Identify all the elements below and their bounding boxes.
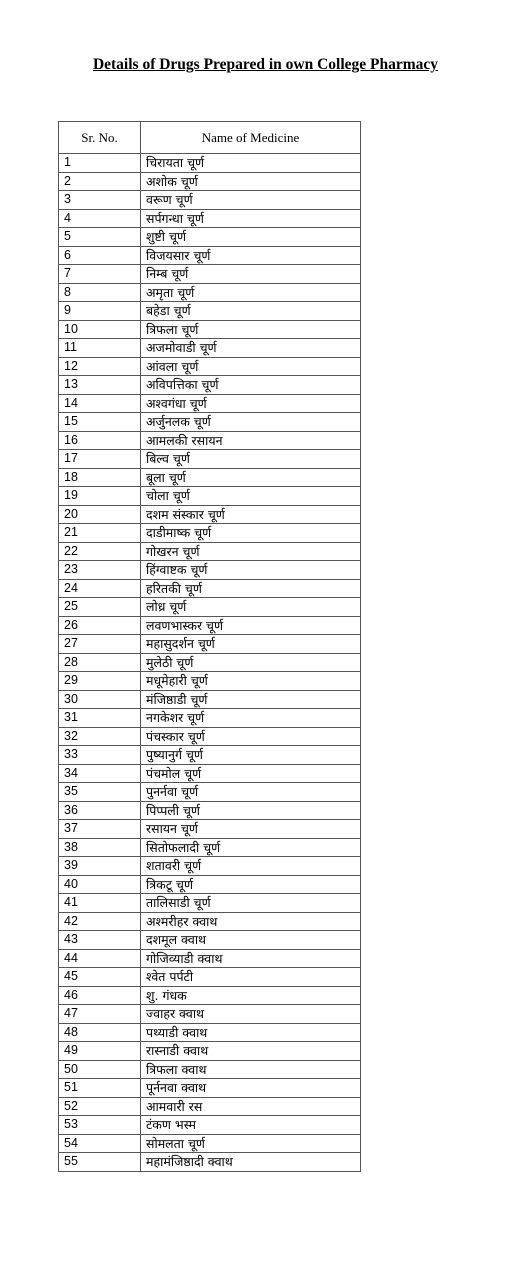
table-row xyxy=(59,857,361,876)
table-row xyxy=(59,672,361,691)
sr-no-cell: 44 xyxy=(59,949,141,968)
table-row xyxy=(59,450,361,469)
medicine-name-cell: पंचस्कार चूर्ण xyxy=(141,727,361,746)
medicine-name-header: Name of Medicine xyxy=(141,122,361,154)
medicine-name-cell: बूला चूर्ण xyxy=(141,468,361,487)
sr-no-cell: 12 xyxy=(59,357,141,376)
medicine-name-cell: अजमोवाडी चूर्ण xyxy=(141,339,361,358)
table-row xyxy=(59,431,361,450)
sr-no-cell: 20 xyxy=(59,505,141,524)
sr-no-cell: 32 xyxy=(59,727,141,746)
medicine-name-cell: लोध्र चूर्ण xyxy=(141,598,361,617)
medicine-name-cell: पूर्ननवा क्वाथ xyxy=(141,1079,361,1098)
table-row xyxy=(59,875,361,894)
sr-no-cell: 30 xyxy=(59,690,141,709)
table-row xyxy=(59,709,361,728)
sr-no-cell: 54 xyxy=(59,1134,141,1153)
table-row xyxy=(59,172,361,191)
sr-no-header: Sr. No. xyxy=(59,122,141,154)
sr-no-cell: 9 xyxy=(59,302,141,321)
sr-no-cell: 15 xyxy=(59,413,141,432)
table-row xyxy=(59,1097,361,1116)
medicine-name-cell: निम्ब चूर्ण xyxy=(141,265,361,284)
table-row xyxy=(59,542,361,561)
medicine-name-cell: सर्पगन्धा चूर्ण xyxy=(141,209,361,228)
sr-no-cell: 40 xyxy=(59,875,141,894)
sr-no-cell: 5 xyxy=(59,228,141,247)
table-row xyxy=(59,1116,361,1135)
medicine-name-cell: अश्मरीहर क्वाथ xyxy=(141,912,361,931)
medicine-name-cell: बहेडा चूर्ण xyxy=(141,302,361,321)
sr-no-cell: 39 xyxy=(59,857,141,876)
sr-no-cell: 13 xyxy=(59,376,141,395)
sr-no-cell: 38 xyxy=(59,838,141,857)
sr-no-cell: 29 xyxy=(59,672,141,691)
medicine-name-cell: सितोफलादी चूर्ण xyxy=(141,838,361,857)
sr-no-cell: 21 xyxy=(59,524,141,543)
table-row xyxy=(59,376,361,395)
table-row xyxy=(59,265,361,284)
sr-no-cell: 18 xyxy=(59,468,141,487)
document-title: Details of Drugs Prepared in own College Pharmacy xyxy=(92,56,439,73)
table-row xyxy=(59,154,361,173)
table-row xyxy=(59,524,361,543)
table-row xyxy=(59,653,361,672)
medicine-name-cell: तालिसाडी चूर्ण xyxy=(141,894,361,913)
table-row xyxy=(59,561,361,580)
sr-no-cell: 8 xyxy=(59,283,141,302)
medicine-name-cell: अमृता चूर्ण xyxy=(141,283,361,302)
table-row xyxy=(59,894,361,913)
sr-no-cell: 52 xyxy=(59,1097,141,1116)
table-row xyxy=(59,468,361,487)
table-row xyxy=(59,912,361,931)
medicine-name-cell: हिंग्वाष्टक चूर्ण xyxy=(141,561,361,580)
table-row xyxy=(59,690,361,709)
sr-no-cell: 41 xyxy=(59,894,141,913)
table-row xyxy=(59,764,361,783)
sr-no-cell: 28 xyxy=(59,653,141,672)
table-row xyxy=(59,579,361,598)
table-body xyxy=(59,154,361,1172)
table-row xyxy=(59,413,361,432)
table-row xyxy=(59,931,361,950)
table-row xyxy=(59,191,361,210)
table-header-row xyxy=(59,122,361,154)
medicine-name-cell: गोजिव्याडी क्वाथ xyxy=(141,949,361,968)
table-row xyxy=(59,505,361,524)
medicine-name-cell: दाडीमाष्क चूर्ण xyxy=(141,524,361,543)
table-row xyxy=(59,746,361,765)
table-row xyxy=(59,635,361,654)
medicine-name-cell: त्रिफला क्वाथ xyxy=(141,1060,361,1079)
medicine-name-cell: चिरायता चूर्ण xyxy=(141,154,361,173)
medicine-name-cell: लवणभास्कर चूर्ण xyxy=(141,616,361,635)
medicine-name-cell: श्वेत पर्पटी xyxy=(141,968,361,987)
medicine-name-cell: विजयसार चूर्ण xyxy=(141,246,361,265)
medicine-name-cell: पिप्पली चूर्ण xyxy=(141,801,361,820)
sr-no-cell: 42 xyxy=(59,912,141,931)
sr-no-cell: 47 xyxy=(59,1005,141,1024)
sr-no-cell: 25 xyxy=(59,598,141,617)
sr-no-cell: 26 xyxy=(59,616,141,635)
table-row xyxy=(59,1134,361,1153)
sr-no-cell: 3 xyxy=(59,191,141,210)
table-row xyxy=(59,339,361,358)
medicine-name-cell: हरितकी चूर्ण xyxy=(141,579,361,598)
sr-no-cell: 35 xyxy=(59,783,141,802)
medicine-name-cell: नगकेशर चूर्ण xyxy=(141,709,361,728)
table-row xyxy=(59,209,361,228)
medicine-name-cell: बिल्व चूर्ण xyxy=(141,450,361,469)
sr-no-cell: 36 xyxy=(59,801,141,820)
table-row xyxy=(59,1023,361,1042)
medicine-name-cell: त्रिकटू चूर्ण xyxy=(141,875,361,894)
table-row xyxy=(59,357,361,376)
table-row xyxy=(59,283,361,302)
sr-no-cell: 53 xyxy=(59,1116,141,1135)
sr-no-cell: 43 xyxy=(59,931,141,950)
medicine-name-cell: मुलेठी चूर्ण xyxy=(141,653,361,672)
medicine-name-cell: पुष्यानुर्ग चूर्ण xyxy=(141,746,361,765)
medicine-name-cell: अर्जुनलक चूर्ण xyxy=(141,413,361,432)
sr-no-cell: 46 xyxy=(59,986,141,1005)
sr-no-cell: 24 xyxy=(59,579,141,598)
table-row xyxy=(59,838,361,857)
medicine-name-cell: पुनर्नवा चूर्ण xyxy=(141,783,361,802)
sr-no-cell: 48 xyxy=(59,1023,141,1042)
medicine-name-cell: ज्वाहर क्वाथ xyxy=(141,1005,361,1024)
table-row xyxy=(59,302,361,321)
table-row xyxy=(59,320,361,339)
sr-no-cell: 14 xyxy=(59,394,141,413)
table-row xyxy=(59,949,361,968)
medicine-name-cell: टंकण भस्म xyxy=(141,1116,361,1135)
table-row xyxy=(59,1079,361,1098)
table-row xyxy=(59,968,361,987)
medicine-name-cell: दशम संस्कार चूर्ण xyxy=(141,505,361,524)
table-row xyxy=(59,228,361,247)
sr-no-cell: 22 xyxy=(59,542,141,561)
medicine-name-cell: अश्वगंधा चूर्ण xyxy=(141,394,361,413)
medicine-name-cell: आंवला चूर्ण xyxy=(141,357,361,376)
sr-no-cell: 45 xyxy=(59,968,141,987)
sr-no-cell: 10 xyxy=(59,320,141,339)
table-row xyxy=(59,986,361,1005)
sr-no-cell: 6 xyxy=(59,246,141,265)
table-row xyxy=(59,727,361,746)
sr-no-cell: 51 xyxy=(59,1079,141,1098)
sr-no-cell: 7 xyxy=(59,265,141,284)
medicine-name-cell: आमलकी रसायन xyxy=(141,431,361,450)
medicine-name-cell: अशोक चूर्ण xyxy=(141,172,361,191)
medicine-name-cell: शुष्टी चूर्ण xyxy=(141,228,361,247)
medicine-name-cell: चोला चूर्ण xyxy=(141,487,361,506)
table-row xyxy=(59,783,361,802)
sr-no-cell: 17 xyxy=(59,450,141,469)
table-row xyxy=(59,1005,361,1024)
medicine-name-cell: रास्नाडी क्वाथ xyxy=(141,1042,361,1061)
sr-no-cell: 1 xyxy=(59,154,141,173)
medicine-name-cell: शतावरी चूर्ण xyxy=(141,857,361,876)
medicine-name-cell: सोमलता चूर्ण xyxy=(141,1134,361,1153)
sr-no-cell: 2 xyxy=(59,172,141,191)
table-row xyxy=(59,1042,361,1061)
sr-no-cell: 11 xyxy=(59,339,141,358)
medicine-name-cell: पंचमोल चूर्ण xyxy=(141,764,361,783)
medicine-name-cell: शु. गंधक xyxy=(141,986,361,1005)
medicine-table xyxy=(58,121,361,1172)
medicine-name-cell: महासुदर्शन चूर्ण xyxy=(141,635,361,654)
table-row xyxy=(59,801,361,820)
medicine-name-cell: मधूमेहारी चूर्ण xyxy=(141,672,361,691)
table-row xyxy=(59,820,361,839)
medicine-name-cell: वरूण चूर्ण xyxy=(141,191,361,210)
sr-no-cell: 37 xyxy=(59,820,141,839)
medicine-name-cell: अविपत्तिका चूर्ण xyxy=(141,376,361,395)
sr-no-cell: 34 xyxy=(59,764,141,783)
sr-no-cell: 4 xyxy=(59,209,141,228)
medicine-name-cell: गोखरन चूर्ण xyxy=(141,542,361,561)
sr-no-cell: 31 xyxy=(59,709,141,728)
medicine-name-cell: त्रिफला चूर्ण xyxy=(141,320,361,339)
table-row xyxy=(59,246,361,265)
medicine-name-cell: आमवारी रस xyxy=(141,1097,361,1116)
sr-no-cell: 55 xyxy=(59,1153,141,1172)
table-row xyxy=(59,487,361,506)
medicine-name-cell: मंजिष्ठाडी चूर्ण xyxy=(141,690,361,709)
sr-no-cell: 27 xyxy=(59,635,141,654)
medicine-name-cell: पथ्याडी क्वाथ xyxy=(141,1023,361,1042)
medicine-name-cell: महामंजिष्ठादी क्वाथ xyxy=(141,1153,361,1172)
table-row xyxy=(59,1153,361,1172)
medicine-name-cell: दशमूल क्वाथ xyxy=(141,931,361,950)
table-row xyxy=(59,598,361,617)
table-row xyxy=(59,616,361,635)
table-row xyxy=(59,1060,361,1079)
table-row xyxy=(59,394,361,413)
sr-no-cell: 49 xyxy=(59,1042,141,1061)
sr-no-cell: 19 xyxy=(59,487,141,506)
sr-no-cell: 23 xyxy=(59,561,141,580)
sr-no-cell: 50 xyxy=(59,1060,141,1079)
sr-no-cell: 33 xyxy=(59,746,141,765)
sr-no-cell: 16 xyxy=(59,431,141,450)
medicine-name-cell: रसायन चूर्ण xyxy=(141,820,361,839)
